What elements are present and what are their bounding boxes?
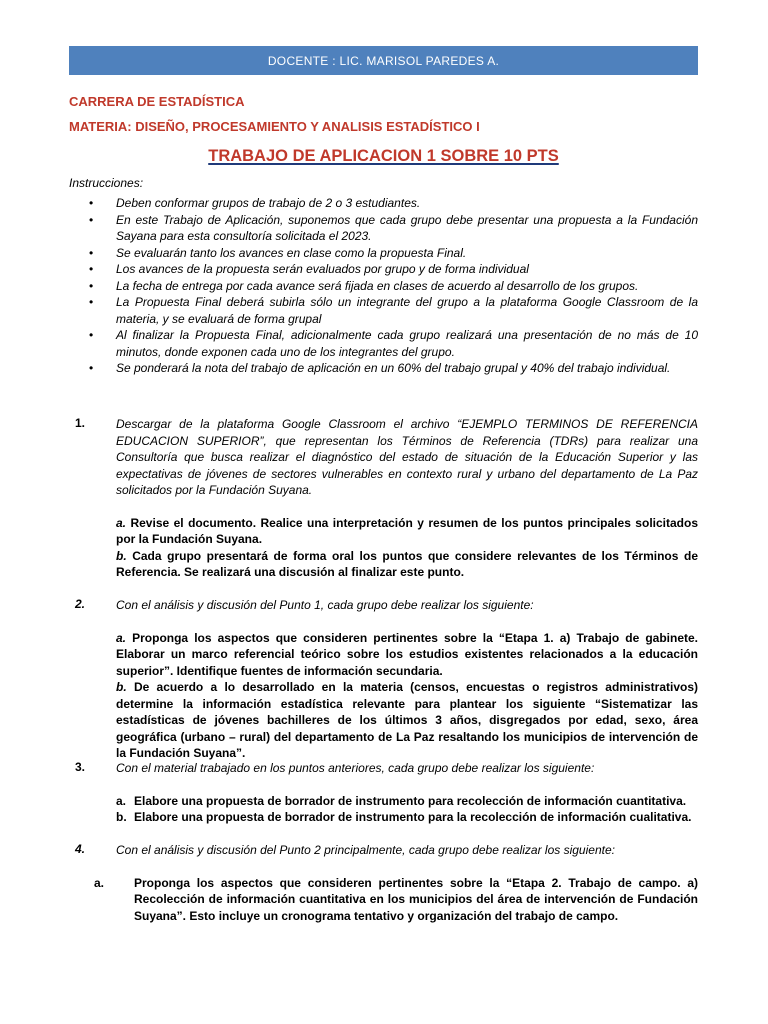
point-1-text: Descargar de la plataforma Google Classroom el archivo “EJEMPLO TERMINOS DE REFERENCIA EDUCACION SUPERIOR”, que representan los Términos de Referencia (TDRs) para realizar una Consultoría que busca realizar el diagnóstico del estado de situación de la Educación Superior y las expectativas de jóvenes de sectores vulnerables en contexto rural y urbano del departamento de La Paz solicitados por la Fundación Suyana. — [116, 417, 698, 497]
point-1 — [69, 416, 698, 581]
point-3-b: b. Elabore una propuesta de borrador de instrumento para la recolección de información cualitativa. — [116, 810, 692, 824]
point-2 — [69, 597, 698, 762]
point-4-a: a. Proponga los aspectos que consideren pertinentes sobre la “Etapa 2. Trabajo de campo. a) Recolección de información cuantitativa en los municipios del área de intervención de Fundación Suyana”. Esto incluye un cronograma tentativo y organización del trabajo de campo. — [94, 875, 698, 923]
list-item: • La Propuesta Final deberá subirla sólo un integrante del grupo a la plataforma Google Classroom de la materia, y se evaluará de forma grupal — [89, 295, 698, 326]
career-heading: CARRERA DE ESTADÍSTICA — [69, 94, 245, 109]
teacher-name: DOCENTE : LIC. MARISOL PAREDES A. — [267, 53, 500, 68]
list-item: • Los avances de la propuesta serán evaluados por grupo y de forma individual — [89, 262, 529, 276]
document-title — [69, 147, 698, 166]
list-item: • En este Trabajo de Aplicación, suponemos que cada grupo debe presentar una propuesta a la Fundación Sayana para esta consultoría solicitada el 2023. — [89, 212, 698, 243]
instructions-label: Instrucciones: — [69, 176, 144, 190]
instructions-list — [69, 195, 698, 377]
list-item: • Deben conformar grupos de trabajo de 2 o 3 estudiantes. — [89, 196, 421, 210]
point-1-a: a. Revise el documento. Realice una interpretación y resumen de los puntos principales solicitados por la Fundación Suyana. — [116, 515, 698, 546]
point-3-a: a. Elabore una propuesta de borrador de instrumento para recolección de información cuantitativa. — [116, 793, 687, 808]
list-item: • Se ponderará la nota del trabajo de aplicación en un 60% del trabajo grupal y 40% del trabajo individual. — [89, 361, 671, 375]
list-item: • Se evaluarán tanto los avances en clase como la propuesta Final. — [89, 245, 467, 260]
point-4-number: 4. — [75, 842, 86, 856]
point-2-b: b. De acuerdo a lo desarrollado en la materia (censos, encuestas o registros administrativos) determine la información estadística relevante para plantear los siguiente “Sistematizar las estadísticas de jóvenes bachilleres de los últimos 3 años, disgregados por edad, sexo, área geográfica (urbano – rural) del departamento de La Paz resaltando los municipios de intervención de la Fundación Suyana”. — [116, 680, 698, 760]
point-3 — [69, 760, 698, 826]
document-title-text: TRABAJO DE APLICACION 1 SOBRE 10 PTS — [208, 147, 559, 165]
point-3-text: Con el material trabajado en los puntos anteriores, cada grupo debe realizar los siguiente: — [116, 761, 595, 775]
list-item: • La fecha de entrega por cada avance será fijada en clases de acuerdo al desarrollo de los grupos. — [89, 278, 639, 293]
point-2-text: Con el análisis y discusión del Punto 1, cada grupo debe realizar los siguiente: — [116, 598, 534, 612]
point-2-a: a. Proponga los aspectos que consideren pertinentes sobre la “Etapa 1. a) Trabajo de gabinete. Elaborar un marco referencial teórico sobre los estudios existentes relacionados a la educación superior”. Identifique fuentes de información secundaria. — [116, 630, 698, 678]
point-1-number: 1. — [75, 416, 86, 430]
list-item: • Al finalizar la Propuesta Final, adicionalmente cada grupo realizará una presentación de no más de 10 minutos, donde exponen cada uno de los integrantes del grupo. — [89, 328, 698, 359]
point-1-b: b. Cada grupo presentará de forma oral los puntos que considere relevantes de los Términos de Referencia. Se realizará una discusión al finalizar este punto. — [116, 548, 698, 579]
subject-heading: MATERIA: DISEÑO, PROCESAMIENTO Y ANALISIS ESTADÍSTICO I — [69, 119, 480, 134]
point-4 — [69, 842, 698, 924]
teacher-header-bar — [69, 46, 698, 75]
point-3-number: 3. — [75, 760, 86, 774]
point-2-number: 2. — [75, 597, 86, 611]
point-4-text: Con el análisis y discusión del Punto 2 principalmente, cada grupo debe realizar los siguiente: — [116, 843, 615, 857]
